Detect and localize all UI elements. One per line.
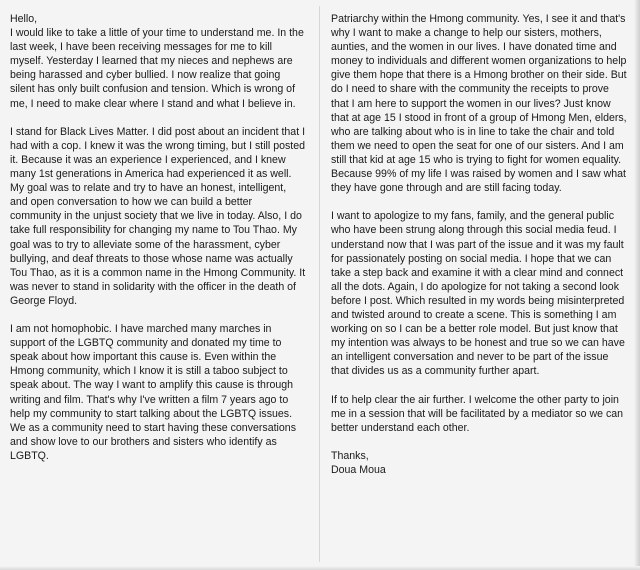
paragraph: I would like to take a little of your time to understand me. In the last week, I have been receiving messages for me to kill myself. Yesterday I learned that my nieces and nephews are being harassed and cyber bullied. I now realize that going silent has only built confusion and tension. Which is wrong of me, I need to make clear where I stand and what I believe in. bbox=[10, 27, 304, 110]
paragraph: If to help clear the air further. I welcome the other party to join me in a session that will be facilitated by a mediator so we can better understand each other. bbox=[331, 393, 624, 434]
right-column bbox=[331, 12, 627, 477]
closing: Thanks, bbox=[331, 449, 369, 462]
edge-shadow-bottom bbox=[0, 566, 640, 570]
paragraph: I am not homophobic. I have marched many marches in support of the LGBTQ community and donated my time to speak about how important this cause is. Even within the Hmong community, which I know it is still a taboo subject to speak about. The way I want to amplify this cause is through writing and film. That's why I've written a film 7 years ago to help my community to start talking about the LGBTQ issues. We as a community need to start having these conversations and show love to our brothers and sisters who identify as LGBTQ. bbox=[10, 323, 296, 462]
greeting: Hello, bbox=[10, 13, 38, 25]
edge-shadow-right bbox=[634, 0, 640, 570]
paragraph: Patriarchy within the Hmong community. Yes, I see it and that's why I want to make a change to help our sisters, mothers, aunties, and the women in our lives. I have donated time and money to individuals and different women organizations to help give them hope that there is a Hmong brother on their side. But do I need to share with the community the receipts to prove that I am here to support the women in our lives? Just know that at age 15 I stood in front of a group of Hmong Men, elders, who are talking about who is in line to take the chair and told them we need to open the seat for one of our sisters. And I am still that kid at age 15 who is trying to fight for women equality. Because 99% of my life I was raised by women and I saw what they have gone through and are still facing today. bbox=[331, 13, 627, 195]
paragraph: I stand for Black Lives Matter. I did post about an incident that I had with a cop. I knew it was the wrong timing, but I still posted it. Because it was an experience I experienced, and I knew many 1st generations in America had experienced it as well. My goal was to relate and try to have an honest, intelligent, and open conversation to how we can build a better community in the unjust society that we live in today. Also, I do take full responsibility for changing my name to Tou Thao. My goal was to try to alleviate some of the harassment, cyber bullying, and deaf threats to those whose name was actually Tou Thao, as it is a common name in the Hmong Community. It was never to stand in solidarity with the officer in the death of George Floyd. bbox=[10, 125, 306, 307]
signature: Doua Moua bbox=[331, 464, 386, 476]
paragraph: I want to apologize to my fans, family, and the general public who have been strung along through this social media feud. I understand now that I was part of the issue and it was my fault for passionately posting on social media. I hope that we can take a step back and examine it with a clear mind and connect all the dots. Again, I do apologize for not taking a second look before I post. Which resulted in my words being misinterpreted and twisted around to create a scene. This is something I am working on so I can be a better role model. But just know that my intention was always to be honest and true so we can have an intelligent conversation and never to be part of the issue that divides us as a community further apart. bbox=[331, 210, 625, 378]
column-divider bbox=[319, 6, 320, 562]
left-column bbox=[10, 12, 306, 477]
